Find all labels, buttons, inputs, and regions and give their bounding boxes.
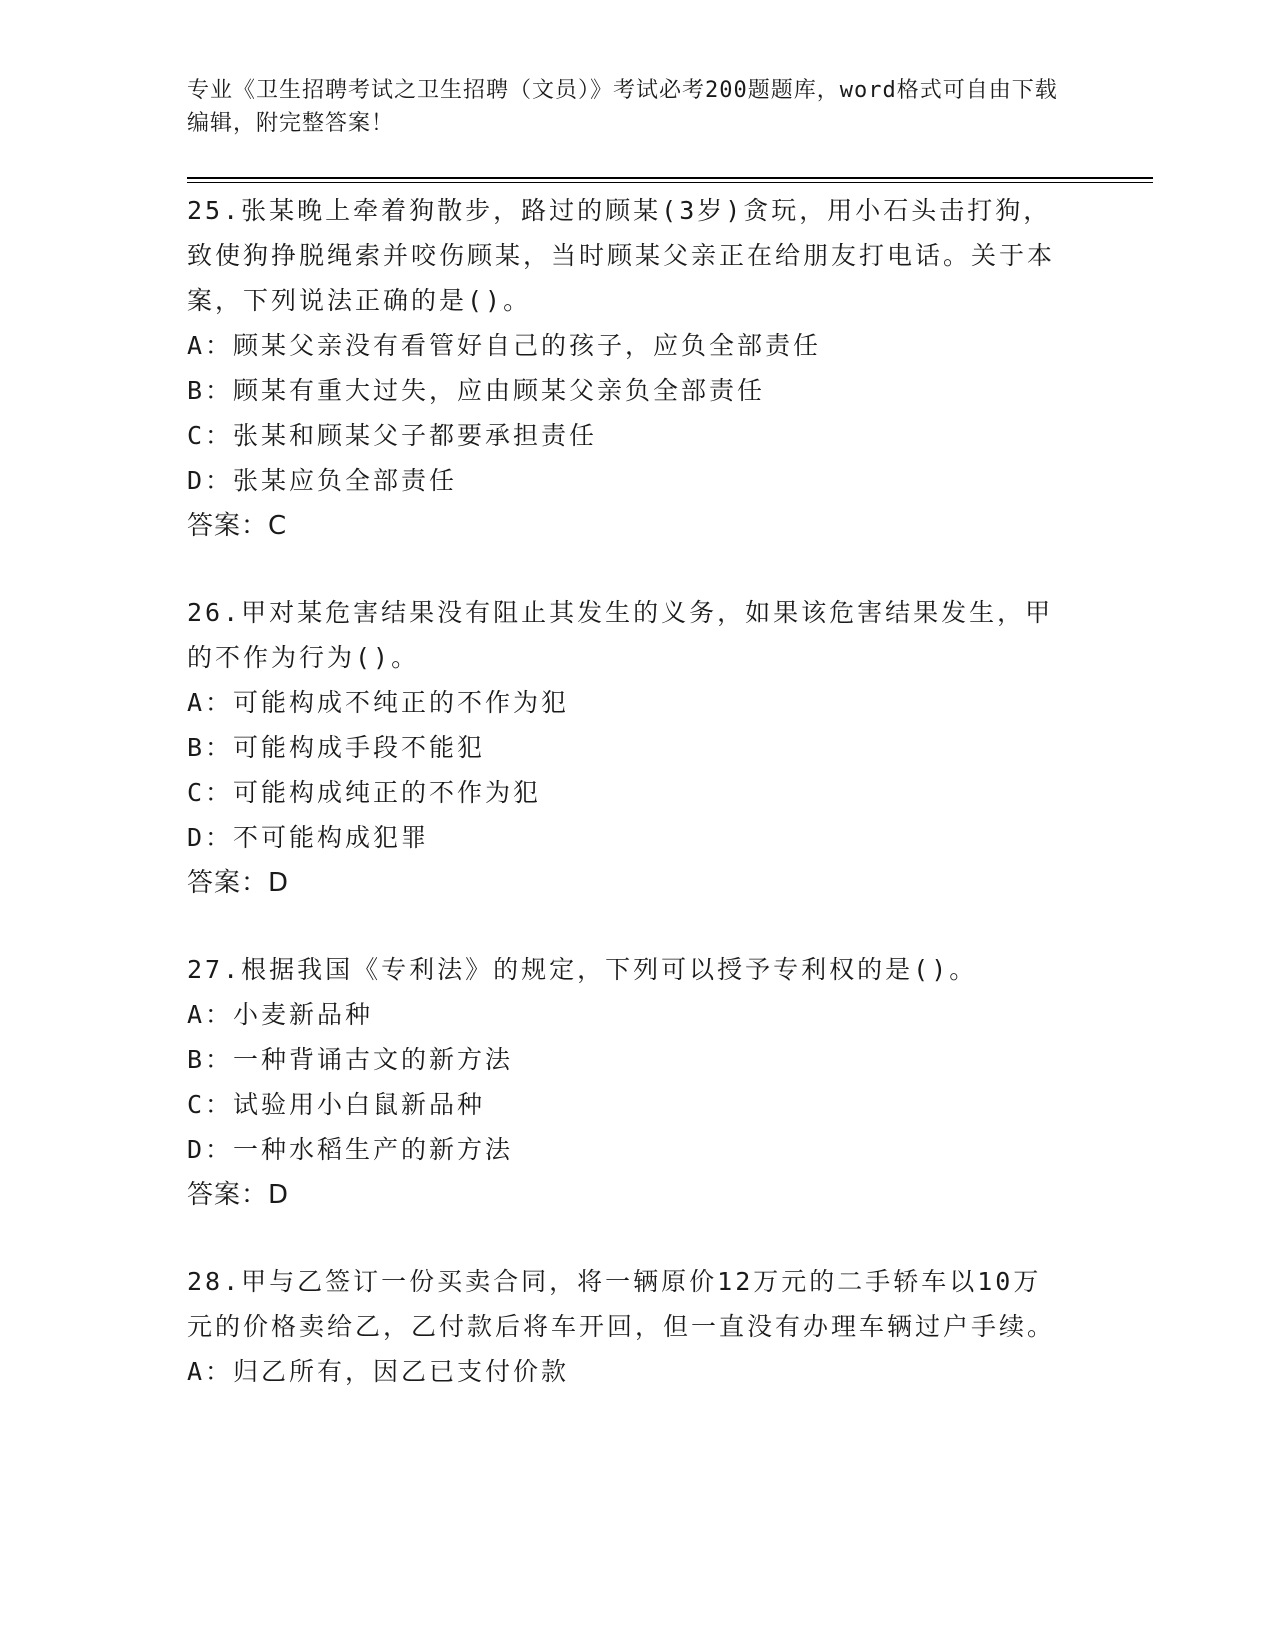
- option-b: B：一种背诵古文的新方法: [187, 1045, 514, 1074]
- question-item: [187, 590, 1067, 906]
- question-item: [187, 188, 1067, 549]
- answer-label: 答案：D: [187, 1180, 290, 1210]
- option-a: A：小麦新品种: [187, 1000, 374, 1029]
- option-d: D：张某应负全部责任: [187, 466, 458, 495]
- option-d: D：一种水稻生产的新方法: [187, 1135, 514, 1164]
- question-stem: 27.根据我国《专利法》的规定，下列可以授予专利权的是()。: [187, 955, 978, 984]
- question-stem: 26.甲对某危害结果没有阻止其发生的义务，如果该危害结果发生，甲的不作为行为()。: [187, 598, 1054, 672]
- answer-label: 答案：D: [187, 868, 290, 898]
- header-divider-thin: [187, 182, 1153, 183]
- question-list: [187, 188, 1067, 1435]
- header-divider-thick: [187, 177, 1153, 179]
- question-item: [187, 1259, 1067, 1394]
- option-c: C：试验用小白鼠新品种: [187, 1090, 486, 1119]
- question-item: [187, 947, 1067, 1218]
- option-d: D：不可能构成犯罪: [187, 823, 430, 852]
- option-b: B：可能构成手段不能犯: [187, 733, 486, 762]
- document-header: 专业《卫生招聘考试之卫生招聘（文员）》考试必考200题题库，word格式可自由下载编辑，附完整答案！: [187, 78, 1058, 136]
- option-a: A：顾某父亲没有看管好自己的孩子，应负全部责任: [187, 331, 822, 360]
- option-c: C：可能构成纯正的不作为犯: [187, 778, 542, 807]
- question-stem: 28.甲与乙签订一份买卖合同，将一辆原价12万元的二手轿车以10万元的价格卖给乙，乙付款后将车开回，但一直没有办理车辆过户手续。: [187, 1267, 1056, 1341]
- option-a: A：可能构成不纯正的不作为犯: [187, 688, 570, 717]
- question-stem: 25.张某晚上牵着狗散步，路过的顾某(3岁)贪玩，用小石头击打狗，致使狗挣脱绳索并咬伤顾某，当时顾某父亲正在给朋友打电话。关于本案，下列说法正确的是()。: [187, 196, 1056, 315]
- option-c: C：张某和顾某父子都要承担责任: [187, 421, 598, 450]
- answer-label: 答案：C: [187, 511, 288, 541]
- option-a: A：归乙所有，因乙已支付价款: [187, 1357, 570, 1386]
- option-b: B：顾某有重大过失，应由顾某父亲负全部责任: [187, 376, 766, 405]
